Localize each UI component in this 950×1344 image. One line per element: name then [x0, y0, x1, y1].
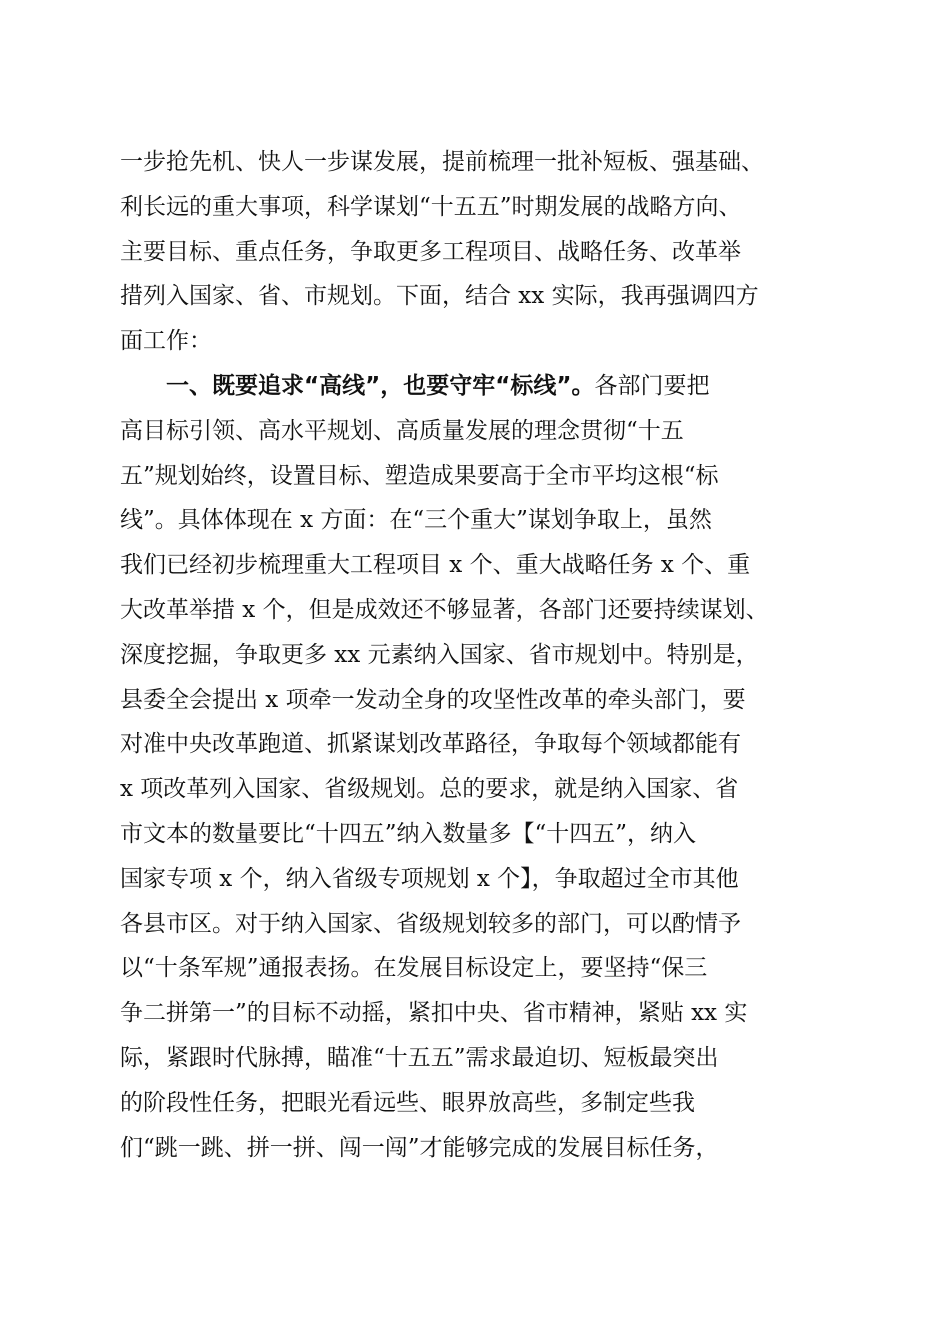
text-line: 一步抢先机、快人一步谋发展，提前梳理一批补短板、强基础、 [120, 149, 764, 175]
text-line: 面工作： [120, 328, 212, 355]
text-line: 深度挖掘，争取更多 xx 元素纳入国家、省市规划中。特别是， [120, 641, 759, 668]
text-line: 县委全会提出 x 项牵一发动全身的攻坚性改革的牵头部门，要 [120, 686, 746, 713]
text-line: 高目标引领、高水平规划、高质量发展的理念贯彻“十五 [120, 417, 684, 444]
text-line: 国家专项 x 个，纳入省级专项规划 x 个】，争取超过全市其他 [120, 865, 739, 892]
text-line: 们“跳一跳、拼一拼、闯一闯”才能够完成的发展目标任务， [120, 1134, 719, 1161]
section-heading: 一、既要追求“高线”，也要守牢“标线”。 [166, 372, 595, 399]
text-line: 措列入国家、省、市规划。下面，结合 xx 实际，我再强调四方 [120, 283, 759, 310]
text-line: 线”。具体体现在 x 方面：在“三个重大”谋划争取上，虽然 [120, 507, 712, 534]
text-line: 对准中央改革跑道、抓紧谋划改革路径，争取每个领域都能有 [120, 731, 741, 758]
text-line: 市文本的数量要比“十四五”纳入数量多【“十四五”，纳入 [120, 820, 697, 847]
text-line: 主要目标、重点任务，争取更多工程项目、战略任务、改革举 [120, 238, 741, 265]
text-line: 争二拼第一”的目标不动摇，紧扣中央、省市精神，紧贴 xx 实 [120, 1000, 748, 1027]
text-line: 际，紧跟时代脉搏，瞄准“十五五”需求最迫切、短板最突出 [120, 1044, 719, 1071]
text-line: 我们已经初步梳理重大工程项目 x 个、重大战略任务 x 个、重 [120, 552, 751, 579]
text-line: 以“十条军规”通报表扬。在发展目标设定上，要坚持“保三 [120, 955, 708, 982]
text-line: 的阶段性任务，把眼光看远些、眼界放高些，多制定些我 [120, 1089, 695, 1116]
section-heading-tail: 各部门要把 [594, 372, 710, 399]
text-line: 利长远的重大事项，科学谋划“十五五”时期发展的战略方向、 [120, 193, 742, 220]
section-heading-line [120, 364, 840, 409]
text-line: x 项改革列入国家、省级规划。总的要求，就是纳入国家、省 [120, 776, 739, 803]
text-line: 大改革举措 x 个，但是成效还不够显著，各部门还要持续谋划、 [120, 596, 769, 623]
text-line: 各县市区。对于纳入国家、省级规划较多的部门，可以酌情予 [120, 910, 741, 937]
text-line: 五”规划始终，设置目标、塑造成果要高于全市平均这根“标 [120, 462, 719, 489]
body-text [120, 140, 840, 1170]
